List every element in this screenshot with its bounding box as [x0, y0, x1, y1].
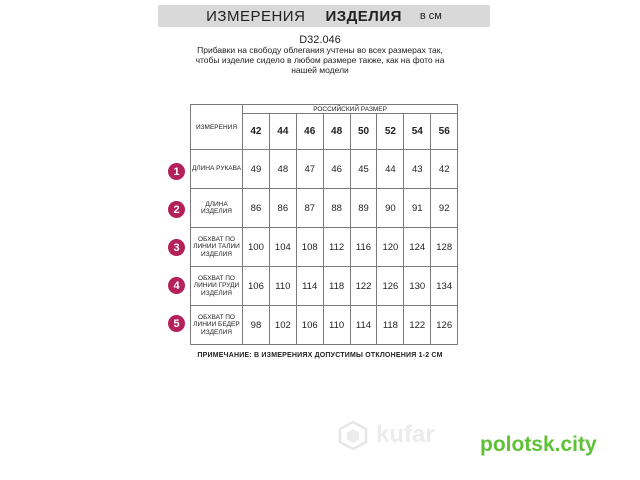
site-watermark: polotsk.city [480, 433, 597, 456]
table-cell: 106 [296, 306, 323, 345]
corner-label: ИЗМЕРЕНИЯ [191, 105, 243, 150]
table-row [191, 150, 458, 189]
table-cell: 118 [323, 267, 350, 306]
table-row [191, 306, 458, 345]
table-cell: 45 [350, 150, 377, 189]
table-cell: 134 [431, 267, 458, 306]
table-cell: 44 [377, 150, 404, 189]
size-header: 50 [350, 114, 377, 150]
table-cell: 110 [323, 306, 350, 345]
table-cell: 126 [431, 306, 458, 345]
table-cell: 114 [296, 267, 323, 306]
table-cell: 122 [350, 267, 377, 306]
tolerance-note: ПРИМЕЧАНИЕ: В ИЗМЕРЕНИЯХ ДОПУСТИМЫ ОТКЛОНЕНИЯ 1-2 СМ [197, 352, 443, 359]
row-label: ДЛИНА ИЗДЕЛИЯ [191, 189, 243, 228]
table-cell: 114 [350, 306, 377, 345]
table-cell: 108 [296, 228, 323, 267]
size-header: 48 [323, 114, 350, 150]
size-header: 44 [269, 114, 296, 150]
kufar-watermark-text: kufar [376, 421, 435, 448]
table-cell: 128 [431, 228, 458, 267]
table-cell: 130 [404, 267, 431, 306]
table-cell: 102 [269, 306, 296, 345]
table-cell: 126 [377, 267, 404, 306]
table-cell: 118 [377, 306, 404, 345]
size-header: 56 [431, 114, 458, 150]
table-cell: 106 [243, 267, 270, 306]
table-cell: 98 [243, 306, 270, 345]
size-group-label: РОССИЙСКИЙ РАЗМЕР [243, 105, 458, 114]
table-row [191, 267, 458, 306]
header-band [158, 5, 490, 27]
table-cell: 88 [323, 189, 350, 228]
table-cell: 100 [243, 228, 270, 267]
table-cell: 47 [296, 150, 323, 189]
table-cell: 92 [431, 189, 458, 228]
row-number-badge: 3 [168, 239, 185, 256]
size-header: 42 [243, 114, 270, 150]
row-number-badge: 1 [168, 163, 185, 180]
intro-note: Прибавки на свободу облегания учтены во всех размерах так, чтобы изделие сидело в любом размере также, как на фото на нашей модели [195, 45, 445, 75]
table-cell: 86 [243, 189, 270, 228]
table-cell: 42 [431, 150, 458, 189]
table-cell: 124 [404, 228, 431, 267]
size-header: 46 [296, 114, 323, 150]
row-label: ДЛИНА РУКАВА [191, 150, 243, 189]
table-cell: 112 [323, 228, 350, 267]
table-row [191, 228, 458, 267]
table-cell: 87 [296, 189, 323, 228]
row-number-badge: 4 [168, 277, 185, 294]
row-number-badge: 5 [168, 315, 185, 332]
table-cell: 46 [323, 150, 350, 189]
table-cell: 89 [350, 189, 377, 228]
size-table [190, 104, 458, 345]
row-label: ОБХВАТ ПО ЛИНИИ ГРУДИ ИЗДЕЛИЯ [191, 267, 243, 306]
table-cell: 86 [269, 189, 296, 228]
table-cell: 48 [269, 150, 296, 189]
row-label: ОБХВАТ ПО ЛИНИИ БЕДЕР ИЗДЕЛИЯ [191, 306, 243, 345]
header-title-measurements: ИЗМЕРЕНИЯ [206, 7, 306, 25]
row-label: ОБХВАТ ПО ЛИНИИ ТАЛИИ ИЗДЕЛИЯ [191, 228, 243, 267]
product-code: D32.046 [299, 34, 341, 46]
table-cell: 43 [404, 150, 431, 189]
table-cell: 122 [404, 306, 431, 345]
header-unit: в см [419, 10, 442, 22]
table-cell: 120 [377, 228, 404, 267]
kufar-watermark [338, 420, 435, 450]
table-cell: 91 [404, 189, 431, 228]
size-header: 54 [404, 114, 431, 150]
table-cell: 104 [269, 228, 296, 267]
table-cell: 110 [269, 267, 296, 306]
header-title-product: ИЗДЕЛИЯ [325, 7, 402, 25]
table-row [191, 189, 458, 228]
row-number-badge: 2 [168, 201, 185, 218]
kufar-logo-icon [338, 420, 368, 450]
size-header: 52 [377, 114, 404, 150]
table-cell: 116 [350, 228, 377, 267]
table-cell: 49 [243, 150, 270, 189]
table-cell: 90 [377, 189, 404, 228]
